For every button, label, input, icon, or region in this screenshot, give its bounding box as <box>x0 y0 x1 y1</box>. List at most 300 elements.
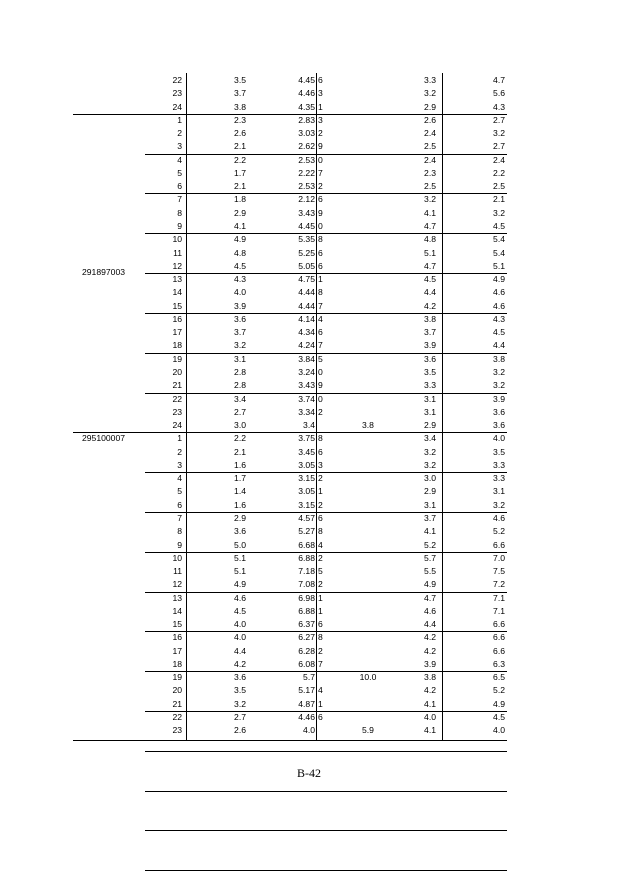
value-d-cell: 5.2 <box>424 539 436 550</box>
value-c-cell <box>356 194 380 204</box>
value-c-cell <box>356 88 380 98</box>
hour-cell: 17 <box>172 645 182 656</box>
value-b-suffix-cell: 8 <box>318 234 323 245</box>
value-e-cell: 3.2 <box>493 366 505 377</box>
value-a-cell: 2.9 <box>234 512 246 523</box>
value-e-cell: 6.6 <box>493 619 505 630</box>
hour-cell: 22 <box>172 393 182 404</box>
hour-cell: 1 <box>177 433 182 444</box>
value-a-cell: 5.1 <box>234 566 246 576</box>
value-a-cell: 2.6 <box>234 725 246 736</box>
hour-cell: 20 <box>172 685 182 696</box>
value-d-cell: 2.9 <box>424 420 436 430</box>
value-b-suffix-cell: 2 <box>318 499 323 510</box>
value-b-suffix-cell: 7 <box>318 300 323 311</box>
value-c-cell <box>356 394 380 404</box>
value-d-cell: 4.1 <box>424 207 436 218</box>
column-divider <box>316 73 317 740</box>
value-e-cell: 2.2 <box>493 167 505 178</box>
value-c-cell <box>356 486 380 496</box>
value-b-cell: 4.44 <box>298 300 315 311</box>
value-b-cell: 3.34 <box>298 406 315 417</box>
value-d-cell: 3.5 <box>424 366 436 377</box>
value-b-cell: 6.98 <box>298 592 315 603</box>
row-divider <box>145 472 507 473</box>
value-d-cell: 3.9 <box>424 340 436 351</box>
value-b-suffix-cell: 7 <box>318 658 323 669</box>
value-b-suffix-cell: 2 <box>318 645 323 656</box>
row-divider <box>145 353 507 354</box>
value-a-cell: 4.9 <box>234 234 246 245</box>
value-a-cell: 1.8 <box>234 194 246 205</box>
value-e-cell: 4.3 <box>493 101 505 112</box>
value-d-cell: 2.3 <box>424 167 436 178</box>
value-e-cell: 3.6 <box>493 406 505 417</box>
value-e-cell: 3.9 <box>493 393 505 404</box>
value-a-cell: 3.6 <box>234 313 246 324</box>
value-a-cell: 4.5 <box>234 605 246 616</box>
value-a-cell: 2.7 <box>234 406 246 417</box>
value-e-cell: 7.5 <box>493 566 505 576</box>
value-b-suffix-cell: 1 <box>318 101 323 112</box>
hour-cell: 20 <box>172 366 182 377</box>
value-c-cell <box>356 155 380 165</box>
value-a-cell: 2.1 <box>234 446 246 457</box>
value-b-cell: 6.08 <box>298 658 315 669</box>
hour-cell: 8 <box>177 207 182 218</box>
value-b-cell: 2.12 <box>298 194 315 205</box>
value-d-cell: 2.9 <box>424 486 436 497</box>
value-b-suffix-cell: 1 <box>318 592 323 603</box>
row-divider <box>145 393 507 394</box>
value-d-cell: 3.7 <box>424 327 436 338</box>
hour-cell: 21 <box>172 380 182 391</box>
hour-cell: 14 <box>172 605 182 616</box>
value-d-cell: 4.2 <box>424 300 436 311</box>
value-b-cell: 3.4 <box>303 420 315 430</box>
value-d-cell: 3.2 <box>424 88 436 99</box>
page-number: B-42 <box>297 766 321 780</box>
value-b-suffix-cell: 7 <box>318 167 323 178</box>
value-c-cell <box>356 659 380 669</box>
value-c-cell <box>356 287 380 297</box>
value-d-cell: 2.6 <box>424 114 436 125</box>
hour-cell: 3 <box>177 141 182 152</box>
value-c-cell <box>356 168 380 178</box>
value-a-cell: 2.7 <box>234 712 246 722</box>
value-d-cell: 5.5 <box>424 566 436 576</box>
value-c-cell <box>356 115 380 125</box>
value-a-cell: 4.4 <box>234 645 246 656</box>
value-a-cell: 2.1 <box>234 181 246 192</box>
value-b-cell: 3.05 <box>298 486 315 497</box>
row-divider <box>145 552 507 553</box>
value-d-cell: 3.8 <box>424 672 436 683</box>
value-b-suffix-cell: 3 <box>318 88 323 99</box>
value-c-cell: 3.8 <box>362 420 374 430</box>
value-b-suffix-cell: 7 <box>318 340 323 351</box>
hour-cell: 23 <box>172 88 182 99</box>
hour-cell: 4 <box>177 473 182 484</box>
value-e-cell: 2.7 <box>493 114 505 125</box>
value-c-cell <box>356 102 380 112</box>
value-b-suffix-cell: 1 <box>318 274 323 284</box>
value-a-cell: 3.6 <box>234 672 246 683</box>
value-b-suffix-cell: 6 <box>318 619 323 630</box>
value-b-cell: 2.22 <box>298 167 315 178</box>
value-b-suffix-cell: 3 <box>318 114 323 125</box>
value-b-cell: 6.88 <box>298 605 315 616</box>
value-d-cell: 4.9 <box>424 579 436 590</box>
row-divider <box>145 273 507 274</box>
column-divider <box>442 73 443 740</box>
hour-cell: 5 <box>177 167 182 178</box>
row-divider <box>145 154 507 155</box>
value-b-cell: 4.46 <box>298 712 315 722</box>
value-b-cell: 3.45 <box>298 446 315 457</box>
value-d-cell: 4.7 <box>424 221 436 231</box>
hour-cell: 24 <box>172 420 182 430</box>
value-a-cell: 1.7 <box>234 167 246 178</box>
value-e-cell: 5.2 <box>493 526 505 537</box>
hour-cell: 9 <box>177 539 182 550</box>
value-a-cell: 2.6 <box>234 128 246 139</box>
value-a-cell: 1.6 <box>234 499 246 510</box>
hour-cell: 12 <box>172 260 182 271</box>
value-a-cell: 4.6 <box>234 592 246 603</box>
value-d-cell: 3.4 <box>424 433 436 444</box>
value-e-cell: 4.0 <box>493 433 505 444</box>
value-c-cell <box>356 301 380 311</box>
value-c-cell <box>356 208 380 218</box>
value-e-cell: 3.8 <box>493 353 505 364</box>
value-a-cell: 1.6 <box>234 459 246 470</box>
value-a-cell: 4.8 <box>234 247 246 258</box>
value-a-cell: 4.1 <box>234 221 246 231</box>
value-b-suffix-cell: 2 <box>318 128 323 139</box>
value-d-cell: 3.7 <box>424 512 436 523</box>
value-b-suffix-cell: 1 <box>318 605 323 616</box>
hour-cell: 5 <box>177 486 182 497</box>
hour-cell: 21 <box>172 698 182 709</box>
value-d-cell: 4.2 <box>424 632 436 643</box>
value-d-cell: 3.2 <box>424 446 436 457</box>
value-b-cell: 3.43 <box>298 380 315 391</box>
row-divider <box>145 313 507 314</box>
row-divider <box>145 830 507 831</box>
value-b-cell: 5.27 <box>298 526 315 537</box>
value-b-suffix-cell: 0 <box>318 393 323 404</box>
value-c-cell <box>356 274 380 284</box>
row-divider <box>145 592 507 593</box>
value-b-suffix-cell: 6 <box>318 446 323 457</box>
hour-cell: 24 <box>172 101 182 112</box>
hour-cell: 16 <box>172 313 182 324</box>
value-b-cell: 4.44 <box>298 287 315 298</box>
hour-cell: 13 <box>172 274 182 284</box>
value-b-cell: 4.45 <box>298 75 315 85</box>
value-e-cell: 3.1 <box>493 486 505 497</box>
value-b-suffix-cell: 6 <box>318 712 323 722</box>
value-a-cell: 4.5 <box>234 260 246 271</box>
value-d-cell: 3.1 <box>424 393 436 404</box>
value-c-cell <box>356 261 380 271</box>
station-id: 291897003 <box>82 267 126 278</box>
value-c-cell <box>356 234 380 244</box>
value-d-cell: 4.5 <box>424 274 436 284</box>
value-a-cell: 2.1 <box>234 141 246 152</box>
hour-cell: 19 <box>172 672 182 683</box>
value-a-cell: 2.9 <box>234 207 246 218</box>
value-b-cell: 3.74 <box>298 393 315 404</box>
value-e-cell: 6.6 <box>493 645 505 656</box>
value-c-cell <box>356 380 380 390</box>
value-b-cell: 5.7 <box>303 672 315 683</box>
value-a-cell: 5.1 <box>234 552 246 563</box>
value-b-suffix-cell: 6 <box>318 512 323 523</box>
value-b-cell: 3.75 <box>298 433 315 444</box>
row-divider <box>145 671 507 672</box>
value-b-cell: 4.87 <box>298 698 315 709</box>
value-c-cell <box>356 128 380 138</box>
value-d-cell: 2.5 <box>424 181 436 192</box>
value-a-cell: 4.2 <box>234 658 246 669</box>
value-a-cell: 3.8 <box>234 101 246 112</box>
value-b-suffix-cell: 1 <box>318 698 323 709</box>
value-b-cell: 2.62 <box>298 141 315 152</box>
value-a-cell: 3.2 <box>234 340 246 351</box>
value-c-cell <box>356 500 380 510</box>
value-a-cell: 2.2 <box>234 433 246 444</box>
value-b-suffix-cell: 6 <box>318 247 323 258</box>
value-b-cell: 3.43 <box>298 207 315 218</box>
row-divider <box>145 512 507 513</box>
hour-cell: 6 <box>177 181 182 192</box>
value-d-cell: 2.4 <box>424 154 436 165</box>
hour-cell: 2 <box>177 446 182 457</box>
value-b-suffix-cell: 0 <box>318 366 323 377</box>
value-b-cell: 4.34 <box>298 327 315 338</box>
value-b-cell: 4.75 <box>298 274 315 284</box>
hour-cell: 7 <box>177 512 182 523</box>
value-a-cell: 3.1 <box>234 353 246 364</box>
value-c-cell <box>356 619 380 629</box>
value-a-cell: 4.0 <box>234 287 246 298</box>
value-e-cell: 4.9 <box>493 274 505 284</box>
value-a-cell: 3.7 <box>234 327 246 338</box>
row-divider <box>145 233 507 234</box>
value-e-cell: 5.1 <box>493 260 505 271</box>
value-e-cell: 5.4 <box>493 247 505 258</box>
value-e-cell: 3.2 <box>493 128 505 139</box>
hour-cell: 4 <box>177 154 182 165</box>
value-d-cell: 4.2 <box>424 645 436 656</box>
value-a-cell: 2.2 <box>234 154 246 165</box>
value-b-cell: 6.88 <box>298 552 315 563</box>
hour-cell: 16 <box>172 632 182 643</box>
value-b-suffix-cell: 3 <box>318 459 323 470</box>
value-b-cell: 4.0 <box>303 725 315 736</box>
value-b-cell: 4.45 <box>298 221 315 231</box>
value-d-cell: 4.7 <box>424 592 436 603</box>
value-a-cell: 4.9 <box>234 579 246 590</box>
value-e-cell: 4.9 <box>493 698 505 709</box>
value-a-cell: 3.9 <box>234 300 246 311</box>
value-b-cell: 3.15 <box>298 473 315 484</box>
value-a-cell: 1.4 <box>234 486 246 497</box>
value-b-cell: 6.27 <box>298 632 315 643</box>
value-d-cell: 4.2 <box>424 685 436 696</box>
value-a-cell: 4.0 <box>234 619 246 630</box>
row-divider <box>145 193 507 194</box>
value-e-cell: 4.6 <box>493 287 505 298</box>
value-e-cell: 4.6 <box>493 512 505 523</box>
value-b-cell: 5.35 <box>298 234 315 245</box>
value-c-cell <box>356 447 380 457</box>
value-c-cell <box>356 606 380 616</box>
value-c-cell <box>356 632 380 642</box>
value-c-cell <box>356 473 380 483</box>
value-e-cell: 6.6 <box>493 632 505 643</box>
value-b-cell: 5.25 <box>298 247 315 258</box>
value-d-cell: 4.8 <box>424 234 436 245</box>
value-b-suffix-cell: 8 <box>318 632 323 643</box>
value-d-cell: 3.8 <box>424 313 436 324</box>
value-d-cell: 4.1 <box>424 698 436 709</box>
value-c-cell <box>356 407 380 417</box>
value-b-cell: 3.15 <box>298 499 315 510</box>
value-a-cell: 3.5 <box>234 685 246 696</box>
value-b-suffix-cell: 4 <box>318 685 323 696</box>
hour-cell: 8 <box>177 526 182 537</box>
value-c-cell <box>356 141 380 151</box>
value-c-cell: 10.0 <box>359 672 377 683</box>
value-b-suffix-cell: 0 <box>318 221 323 231</box>
value-b-cell: 5.17 <box>298 685 315 696</box>
value-b-suffix-cell: 8 <box>318 526 323 537</box>
value-b-suffix-cell: 1 <box>318 486 323 497</box>
value-b-cell: 7.18 <box>298 566 315 576</box>
value-b-cell: 4.14 <box>298 313 315 324</box>
station-id: 295100007 <box>82 433 126 444</box>
hour-cell: 14 <box>172 287 182 298</box>
value-a-cell: 3.7 <box>234 88 246 99</box>
hour-cell: 9 <box>177 221 182 231</box>
value-a-cell: 5.0 <box>234 539 246 550</box>
value-e-cell: 5.6 <box>493 88 505 99</box>
value-c-cell <box>356 712 380 722</box>
value-a-cell: 2.8 <box>234 380 246 391</box>
value-b-cell: 2.83 <box>298 114 315 125</box>
value-d-cell: 2.4 <box>424 128 436 139</box>
value-e-cell: 7.1 <box>493 592 505 603</box>
value-d-cell: 3.3 <box>424 75 436 85</box>
value-c-cell <box>356 540 380 550</box>
value-e-cell: 5.2 <box>493 685 505 696</box>
row-divider <box>145 631 507 632</box>
value-d-cell: 3.6 <box>424 353 436 364</box>
value-d-cell: 4.7 <box>424 260 436 271</box>
hour-cell: 6 <box>177 499 182 510</box>
value-a-cell: 3.5 <box>234 75 246 85</box>
value-e-cell: 3.2 <box>493 499 505 510</box>
value-b-suffix-cell: 6 <box>318 327 323 338</box>
value-d-cell: 3.2 <box>424 194 436 205</box>
value-d-cell: 3.3 <box>424 380 436 391</box>
hour-cell: 23 <box>172 406 182 417</box>
value-b-cell: 3.24 <box>298 366 315 377</box>
value-c-cell <box>356 566 380 576</box>
value-d-cell: 2.9 <box>424 101 436 112</box>
value-b-suffix-cell: 2 <box>318 552 323 563</box>
table-bottom-rule <box>73 740 507 741</box>
value-b-suffix-cell: 5 <box>318 566 323 576</box>
row-divider <box>145 711 507 712</box>
value-b-suffix-cell: 4 <box>318 539 323 550</box>
value-a-cell: 3.0 <box>234 420 246 430</box>
value-e-cell: 3.2 <box>493 207 505 218</box>
value-b-cell: 5.05 <box>298 260 315 271</box>
hour-cell: 17 <box>172 327 182 338</box>
value-c-cell <box>356 314 380 324</box>
value-c-cell <box>356 327 380 337</box>
hour-cell: 10 <box>172 552 182 563</box>
hour-cell: 22 <box>172 712 182 722</box>
value-b-cell: 4.35 <box>298 101 315 112</box>
value-e-cell: 6.3 <box>493 658 505 669</box>
value-c-cell <box>356 646 380 656</box>
value-c-cell <box>356 553 380 563</box>
row-divider <box>145 791 507 792</box>
hour-cell: 11 <box>173 247 182 258</box>
value-b-suffix-cell: 6 <box>318 194 323 205</box>
value-e-cell: 2.5 <box>493 181 505 192</box>
hour-cell: 15 <box>172 300 182 311</box>
hour-cell: 15 <box>172 619 182 630</box>
value-c-cell <box>356 513 380 523</box>
value-c-cell <box>356 75 380 85</box>
value-e-cell: 3.6 <box>493 420 505 430</box>
value-c-cell <box>356 221 380 231</box>
value-a-cell: 4.3 <box>234 274 246 284</box>
value-b-suffix-cell: 9 <box>318 207 323 218</box>
hour-cell: 23 <box>172 725 182 736</box>
value-a-cell: 1.7 <box>234 473 246 484</box>
hour-cell: 2 <box>177 128 182 139</box>
value-d-cell: 5.7 <box>424 552 436 563</box>
value-b-suffix-cell: 2 <box>318 579 323 590</box>
value-a-cell: 3.2 <box>234 698 246 709</box>
value-e-cell: 7.0 <box>493 552 505 563</box>
value-e-cell: 7.1 <box>493 605 505 616</box>
value-b-suffix-cell: 2 <box>318 473 323 484</box>
value-d-cell: 2.5 <box>424 141 436 152</box>
value-d-cell: 3.1 <box>424 499 436 510</box>
value-b-cell: 6.68 <box>298 539 315 550</box>
value-b-cell: 2.53 <box>298 181 315 192</box>
value-b-suffix-cell: 8 <box>318 433 323 444</box>
value-b-cell: 4.24 <box>298 340 315 351</box>
value-b-cell: 7.08 <box>298 579 315 590</box>
column-divider <box>186 73 187 740</box>
hour-cell: 18 <box>172 658 182 669</box>
value-b-cell: 6.28 <box>298 645 315 656</box>
value-e-cell: 2.4 <box>493 154 505 165</box>
value-d-cell: 3.9 <box>424 658 436 669</box>
value-b-cell: 6.37 <box>298 619 315 630</box>
value-a-cell: 3.6 <box>234 526 246 537</box>
value-b-cell: 4.46 <box>298 88 315 99</box>
